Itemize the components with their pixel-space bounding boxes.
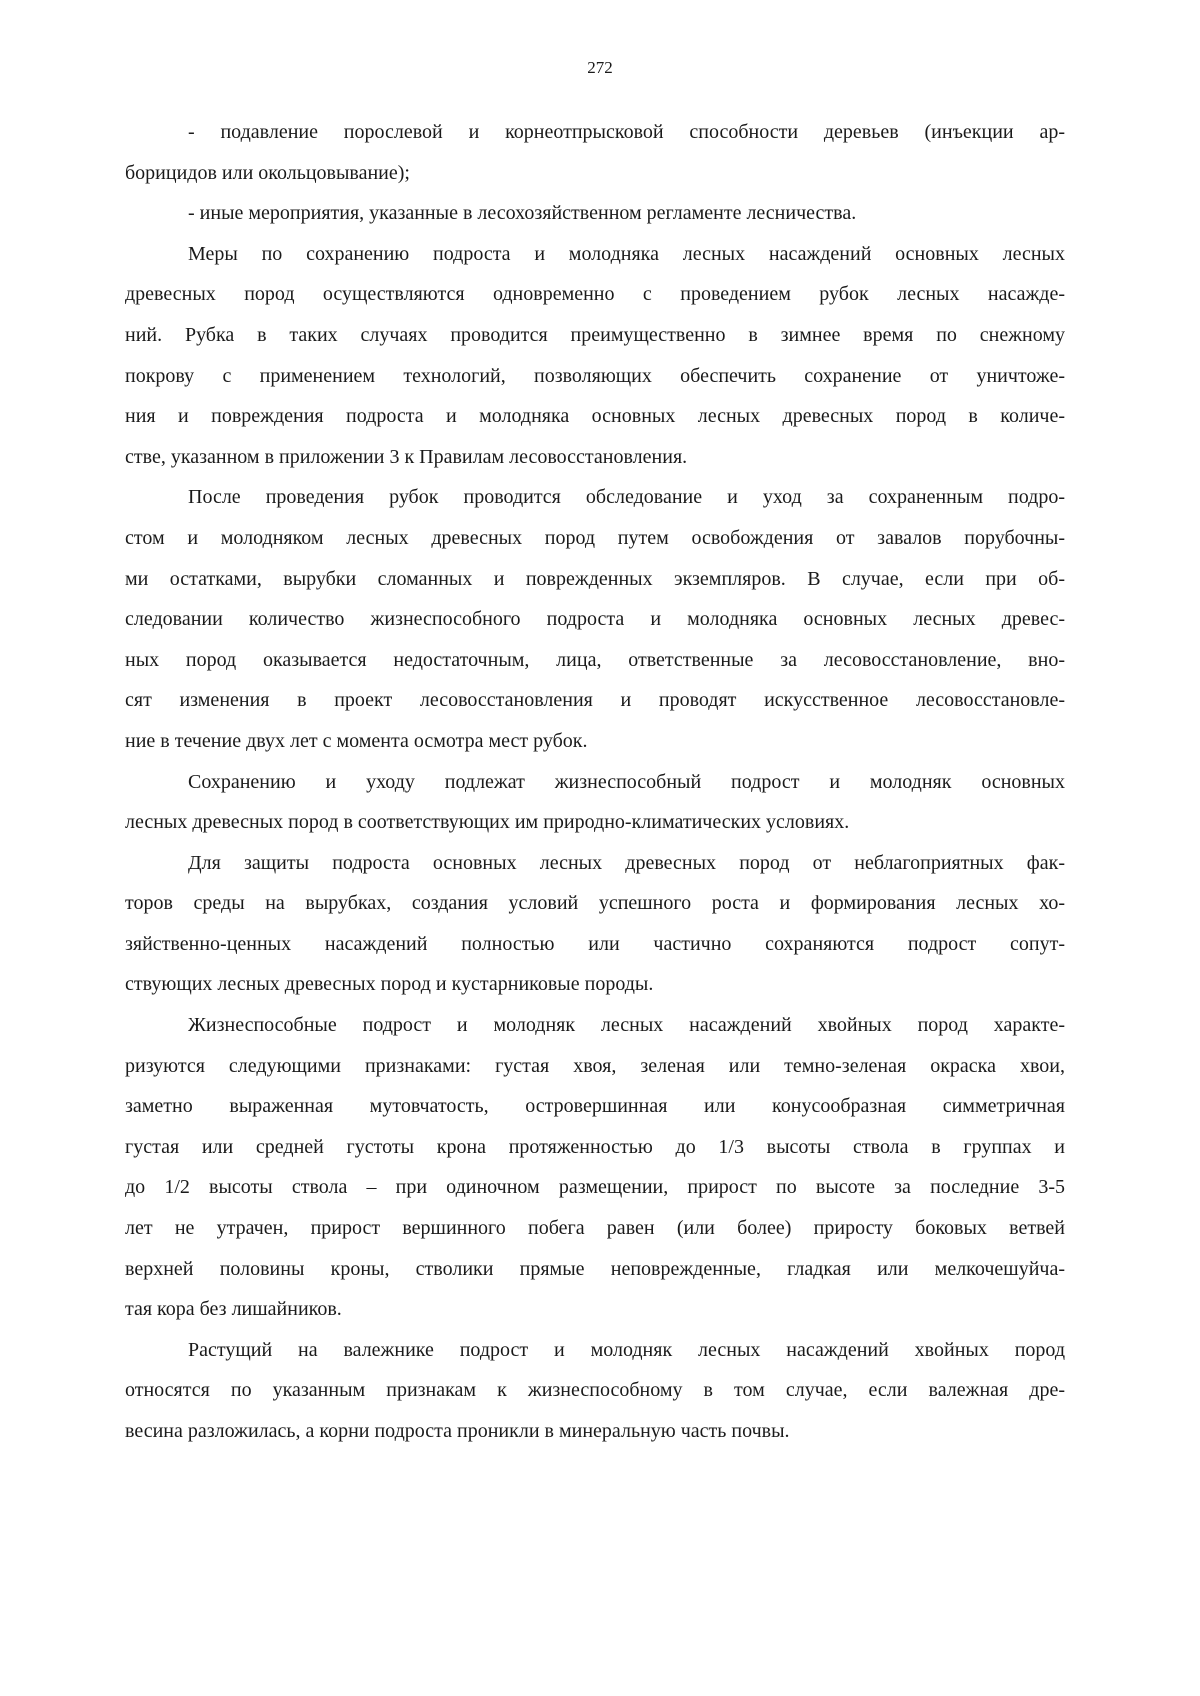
text-line: относятся по указанным признакам к жизнеспособному в том случае, если валежная дре- (125, 1379, 1065, 1402)
paragraph (125, 1005, 1065, 1330)
text-line: После проведения рубок проводится обследование и уход за сохраненным подро- (188, 486, 1065, 509)
text-line: Растущий на валежнике подрост и молодняк лесных насаждений хвойных пород (188, 1338, 1065, 1361)
paragraph (125, 234, 1065, 478)
text-line: лет не утрачен, прирост вершинного побега равен (или более) приросту боковых ветвей (125, 1217, 1065, 1240)
text-line: ми остатками, вырубки сломанных и поврежденных экземпляров. В случае, если при об- (125, 567, 1065, 590)
text-line: лесных древесных пород в соответствующих им природно-климатических условиях. (125, 811, 850, 834)
text-line: Меры по сохранению подроста и молодняка лесных насаждений основных лесных (188, 242, 1065, 265)
text-line: следовании количество жизнеспособного подроста и молодняка основных лесных древес- (125, 608, 1065, 631)
text-line: ствующих лесных древесных пород и кустарниковые породы. (125, 973, 654, 996)
text-line: борицидов или окольцовывание); (125, 161, 410, 184)
paragraph (125, 1330, 1065, 1452)
text-line: густая или средней густоты крона протяженностью до 1/3 высоты ствола в группах и (125, 1135, 1065, 1158)
text-line: ризуются следующими признаками: густая хвоя, зеленая или темно-зеленая окраска хвои, (125, 1054, 1065, 1077)
text-line: Жизнеспособные подрост и молодняк лесных насаждений хвойных пород характе- (188, 1014, 1065, 1037)
text-line: сят изменения в проект лесовосстановления и проводят искусственное лесовосстановле- (125, 689, 1065, 712)
text-line: заметно выраженная мутовчатость, островершинная или конусообразная симметричная (125, 1095, 1065, 1118)
text-line: весина разложилась, а корни подроста проникли в минеральную часть почвы. (125, 1420, 790, 1442)
text-line: тая кора без лишайников. (125, 1298, 342, 1321)
text-line: покрову с применением технологий, позволяющих обеспечить сохранение от уничтоже- (125, 364, 1065, 387)
text-line: стом и молодняком лесных древесных пород путем освобождения от завалов порубочны- (125, 526, 1065, 549)
paragraph (125, 843, 1065, 1005)
text-line: древесных пород осуществляются одновременно с проведением рубок лесных насажде- (125, 283, 1065, 306)
text-line: до 1/2 высоты ствола – при одиночном размещении, прирост по высоте за последние 3-5 (125, 1176, 1065, 1199)
text-line: ных пород оказывается недостаточным, лица, ответственные за лесовосстановление, вно- (125, 648, 1065, 671)
text-line: Сохранению и уходу подлежат жизнеспособный подрост и молодняк основных (188, 770, 1065, 793)
document-body (125, 112, 1065, 1452)
paragraph (125, 193, 1065, 234)
text-line: Для защиты подроста основных лесных древесных пород от неблагоприятных фак- (188, 851, 1065, 874)
text-line: торов среды на вырубках, создания условий успешного роста и формирования лесных хо- (125, 892, 1065, 915)
paragraph (125, 112, 1065, 193)
paragraph (125, 477, 1065, 761)
paragraph (125, 762, 1065, 843)
text-line: - подавление порослевой и корнеотпрысковой способности деревьев (инъекции ар- (188, 121, 1065, 143)
text-line: верхней половины кроны, стволики прямые неповрежденные, гладкая или мелкочешуйча- (125, 1257, 1065, 1280)
text-line: зяйственно-ценных насаждений полностью или частично сохраняются подрост сопут- (125, 932, 1065, 955)
text-line: ния и повреждения подроста и молодняка основных лесных древесных пород в количе- (125, 405, 1065, 428)
page-number: 272 (587, 58, 613, 77)
text-line: ний. Рубка в таких случаях проводится преимущественно в зимнее время по снежному (125, 323, 1065, 346)
text-line: ние в течение двух лет с момента осмотра мест рубок. (125, 729, 588, 752)
text-line: стве, указанном в приложении 3 к Правилам лесовосстановления. (125, 445, 688, 468)
text-line: - иные мероприятия, указанные в лесохозяйственном регламенте лесничества. (188, 202, 857, 225)
